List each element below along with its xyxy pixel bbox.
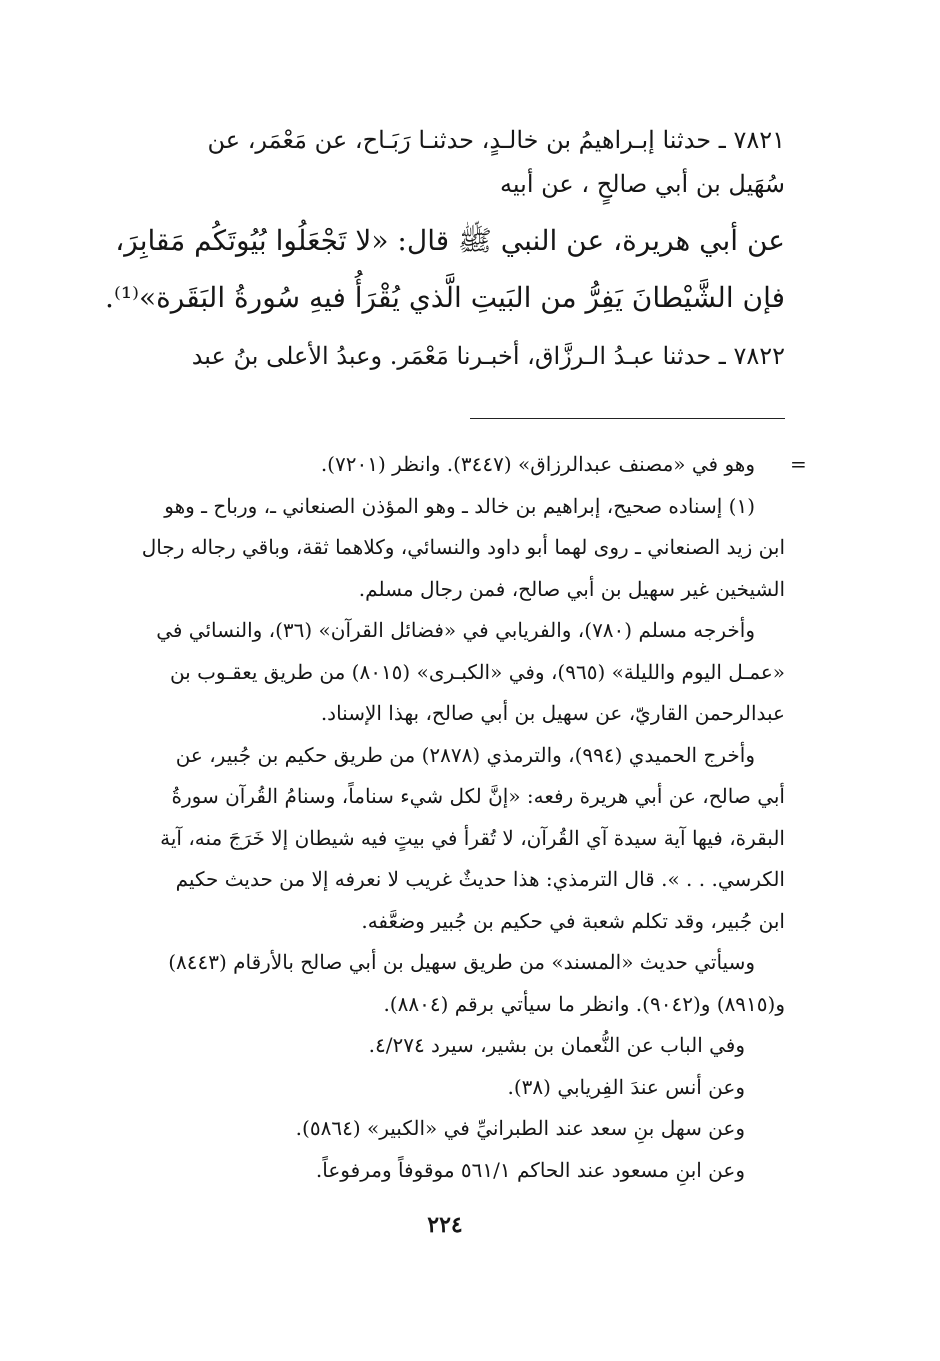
footnote-line: ابن زيد الصنعاني ـ روى لهما أبو داود والنسائي، وكلاهما ثقة، وباقي رجاله رجال	[141, 535, 785, 559]
footnote-line: «عمـل اليوم والليلة» (٩٦٥)، وفي «الكبـرى» (٨٠١٥) من طريق يعقـوب بن	[169, 659, 785, 684]
footnote-line: عبدالرحمن القاريّ، عن سهيل بن أبي صالح، بهذا الإسناد.	[320, 701, 785, 725]
footnote-line: وسيأتي حديث «المسند» من طريق سهيل بن أبي صالح بالأرقام (٨٤٤٣)	[168, 950, 755, 974]
footnotes	[85, 444, 785, 1191]
footnote-line: أبي صالح، عن أبي هريرة رفعه: «إنَّ لكل شيء سناماً، وسنامُ القُرآن سورةُ	[171, 784, 785, 808]
footnote-line: وأخرج الحميدي (٩٩٤)، والترمذي (٢٨٧٨) من طريق حكيم بن جُبير، عن	[175, 742, 755, 767]
hadith-7821-isnad-line-2: سُهَيل بن أبي صالحٍ ، عن أبيه	[500, 170, 785, 198]
footnote-separator	[470, 418, 785, 419]
footnote-line: ابن جُبير، وقد تكلم شعبة في حكيم بن جُبير وضعَّفه.	[361, 908, 785, 933]
hadith-7821-matn-line-1: عن أبي هريرة، عن النبي ﷺ قال: «لا تَجْعَلُوا بُيُوتَكُم مَقابِرَ،	[115, 224, 785, 257]
page-number: ٢٢٤	[427, 1212, 463, 1238]
main-text	[85, 118, 785, 378]
footnote-continuation-marker: =	[790, 452, 807, 476]
footnote-line: وعن سهل بنِ سعد عند الطبرانيِّ في «الكبير» (٥٨٦٤).	[295, 1116, 745, 1140]
hadith-7821-matn-line-2: فإن الشَّيْطانَ يَفِرُّ من البَيتِ الَّذي يُقْرَأُ فيهِ سُورةُ البَقَرة»⁽¹⁾.	[105, 281, 785, 314]
footnote-line: وفي الباب عن النُّعمان بن بشير، سيرد ٤/٢٧٤.	[368, 1033, 745, 1057]
footnote-line: الكرسي. . . ». قال الترمذي: هذا حديثٌ غريب لا نعرفه إلا من حديث حكيم	[175, 867, 785, 891]
footnote-line: (١) إسناده صحيح، إبراهيم بن خالد ـ وهو المؤذن الصنعاني ـ، ورباح ـ وهو	[164, 493, 755, 518]
footnote-line: وأخرجه مسلم (٧٨٠)، والفريابي في «فضائل القرآن» (٣٦)، والنسائي في	[156, 618, 755, 642]
footnote-line: وعن أنس عندَ الفِريابي (٣٨).	[507, 1074, 745, 1099]
footnote-line: و(٨٩١٥) و(٩٠٤٢). وانظر ما سيأتي برقم (٨٨٠٤).	[383, 991, 785, 1016]
hadith-7821-isnad-line-1: ٧٨٢١ ـ حدثنا إبـراهيمُ بن خالـدٍ، حدثنـا رَبَـاح، عن مَعْمَر، عن	[207, 126, 785, 154]
footnote-line: البقرة، فيها آية سيدة آي القُرآن، لا تُقرأ في بيتٍ فيه شيطان إلا خَرَجَ منه، آية	[160, 825, 785, 850]
footnote-line: وهو في «مصنف عبدالرزاق» (٣٤٤٧). وانظر (٧٢٠١).	[320, 452, 755, 476]
hadith-7822-isnad-line-1: ٧٨٢٢ ـ حدثنا عبـدُ الـرزَّاق، أخبـرنا مَعْمَر. وعبدُ الأعلى بنُ عبد	[191, 342, 785, 370]
footnote-line: وعن ابنِ مسعود عند الحاكم ٥٦١/١ موقوفاً ومرفوعاً.	[315, 1157, 745, 1182]
footnote-line: الشيخين غير سهيل بن أبي صالح، فمن رجال مسلم.	[358, 576, 785, 601]
